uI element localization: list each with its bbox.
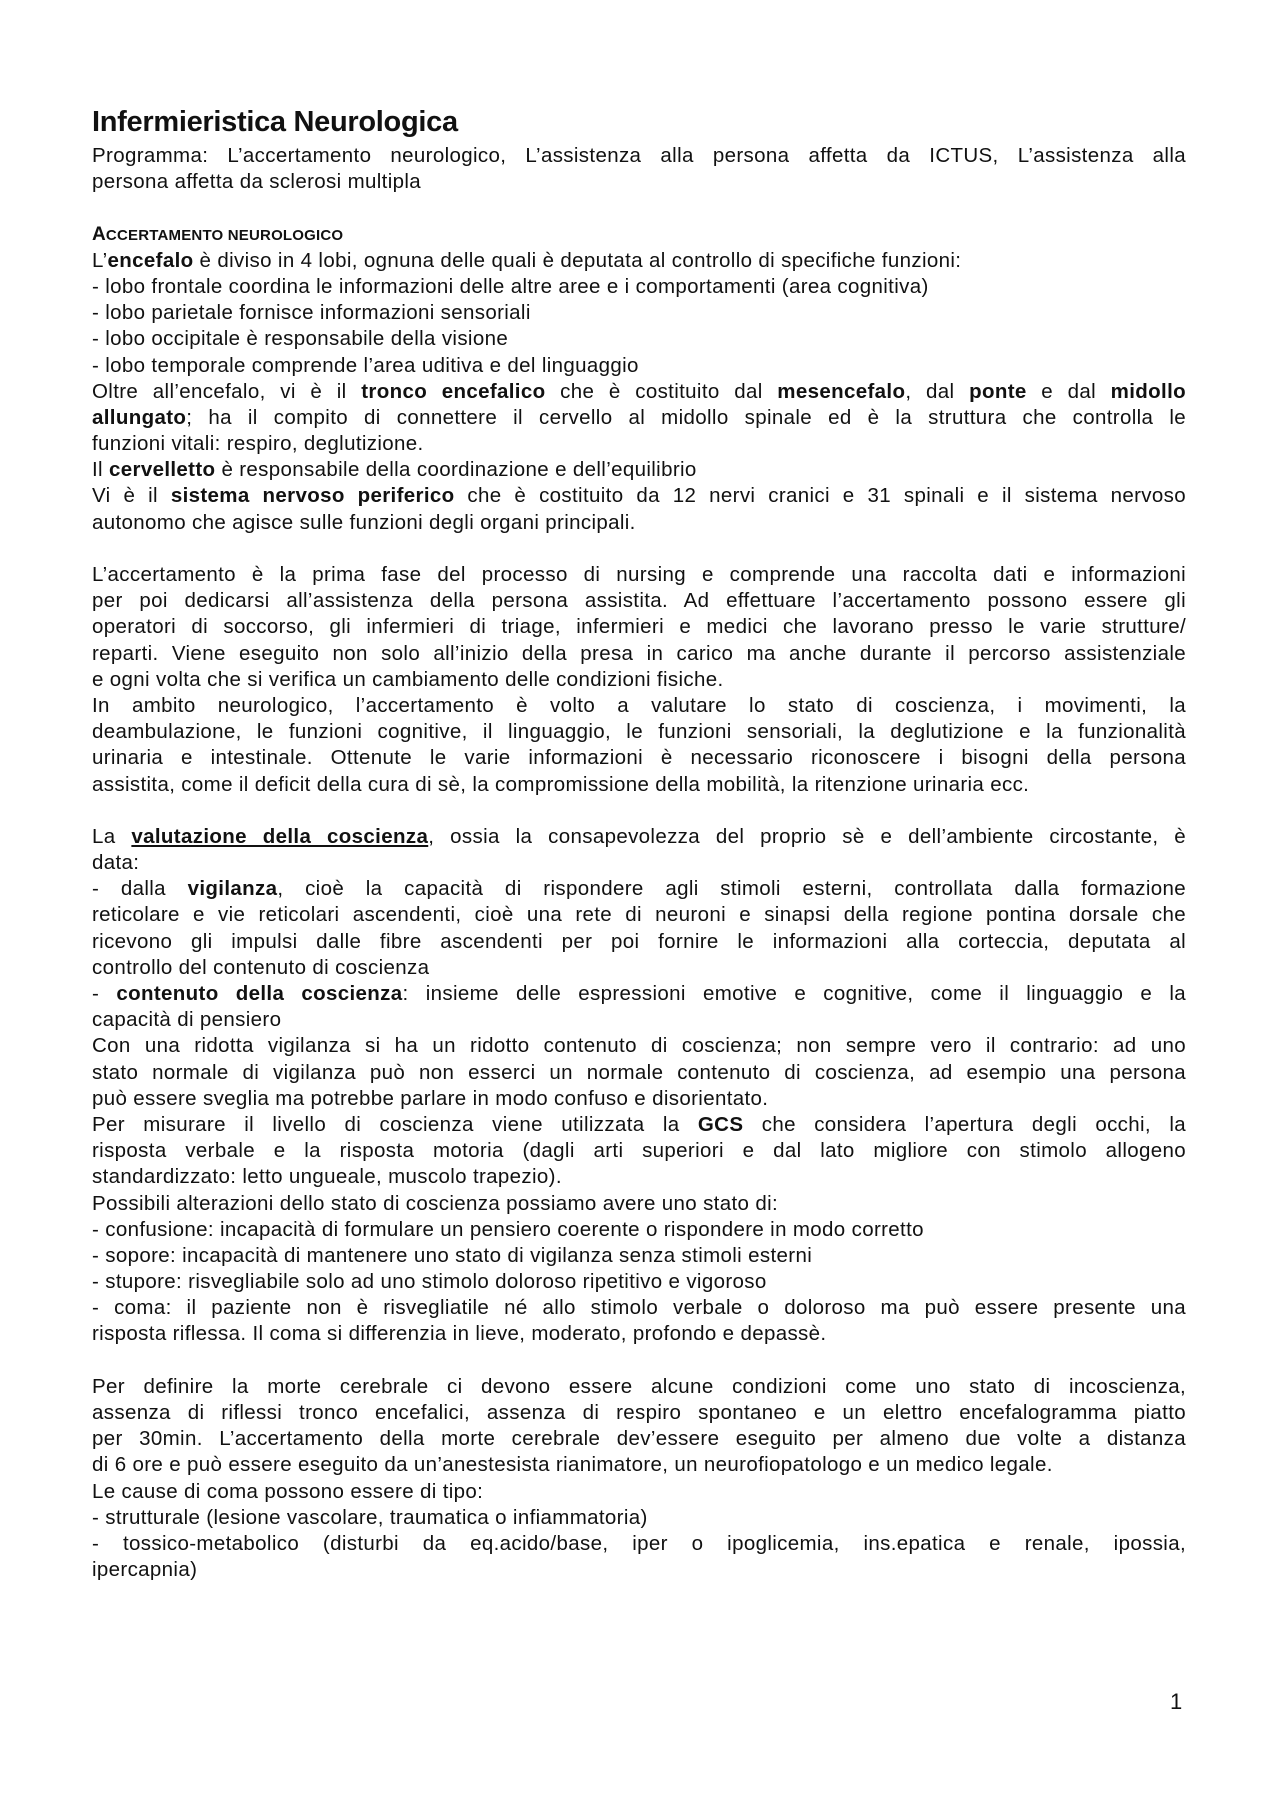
text-segment: La — [92, 824, 132, 848]
text-segment: e dal — [1026, 379, 1111, 403]
text-line — [92, 981, 1186, 1007]
text-line — [92, 143, 1186, 169]
text-line — [92, 1505, 1186, 1531]
text-line — [92, 1138, 1186, 1164]
text-segment: ricevono gli impulsi dalle fibre ascendenti per poi fornire le informazioni alla corteccia, deputata al — [92, 929, 1186, 953]
text-line — [92, 1217, 1186, 1243]
text-line — [92, 641, 1186, 667]
text-line — [92, 1112, 1186, 1138]
blank-line — [92, 1348, 1186, 1374]
text-segment: risposta riflessa. Il coma si differenzia in lieve, moderato, profondo e depassè. — [92, 1322, 827, 1346]
text-line — [92, 510, 1186, 536]
text-segment: per poi dedicarsi all’assistenza della persona assistita. Ad effettuare l’accertamento possono essere gli — [92, 589, 1186, 613]
text-segment: In ambito neurologico, l’accertamento è volto a valutare lo stato di coscienza, i movimenti, la — [92, 693, 1186, 717]
text-segment: autonomo che agisce sulle funzioni degli organi principali. — [92, 510, 636, 534]
text-segment: risposta verbale e la risposta motoria (dagli arti superiori e dal lato migliore con stimolo allogeno — [92, 1139, 1186, 1163]
text-line — [92, 353, 1186, 379]
text-segment: Per misurare il livello di coscienza viene utilizzata la — [92, 1112, 698, 1136]
text-segment: - lobo parietale fornisce informazioni sensoriali — [92, 301, 531, 325]
document-title: Infermieristica Neurologica — [92, 106, 458, 138]
text-segment: Programma: L’accertamento neurologico, L’assistenza alla persona affetta da ICTUS, L’assistenza alla — [92, 144, 1186, 167]
text-segment: - — [92, 982, 117, 1005]
text-line — [92, 274, 1186, 300]
text-line — [92, 929, 1186, 955]
text-line — [92, 1557, 1186, 1583]
document-body — [92, 143, 1186, 1583]
text-line — [92, 693, 1186, 719]
text-line — [92, 876, 1186, 902]
text-segment: - confusione: incapacità di formulare un pensiero coerente o rispondere in modo corretto — [92, 1217, 924, 1241]
bold-term: contenuto della coscienza — [116, 982, 403, 1005]
text-line — [92, 902, 1186, 928]
text-line — [92, 1400, 1186, 1426]
text-line — [92, 326, 1186, 352]
text-line — [92, 667, 1186, 693]
text-segment: - lobo frontale coordina le informazioni delle altre aree e i comportamenti (area cognitiva) — [92, 274, 929, 298]
bold-term: sistema nervoso periferico — [170, 484, 455, 508]
text-line — [92, 431, 1186, 457]
text-segment: reticolare e vie reticolari ascendenti, cioè una rete di neuroni e sinapsi della regione pontina dorsale che — [92, 903, 1186, 927]
text-line — [92, 588, 1186, 614]
text-segment: stato normale di vigilanza può non esserci un normale contenuto di coscienza, ad esempio una persona — [92, 1060, 1186, 1084]
text-segment: Le cause di coma possono essere di tipo: — [92, 1479, 484, 1503]
text-line — [92, 850, 1186, 876]
text-line — [92, 1295, 1186, 1321]
blank-line — [92, 195, 1186, 221]
text-line — [92, 1243, 1186, 1269]
text-line — [92, 379, 1186, 405]
section-heading-text: CCERTAMENTO NEUROLOGICO — [105, 226, 344, 244]
text-segment: assenza di riflessi tronco encefalici, assenza di respiro spontaneo e un elettro encefalogramma piatto — [92, 1401, 1186, 1424]
text-segment: Per definire la morte cerebrale ci devono essere alcune condizioni come uno stato di incoscienza, — [92, 1374, 1186, 1398]
bold-term: ponte — [969, 379, 1027, 403]
text-segment: è responsabile della coordinazione e dell’equilibrio — [215, 458, 697, 482]
blank-line — [92, 536, 1186, 562]
text-segment: e ogni volta che si verifica un cambiamento delle condizioni fisiche. — [92, 667, 724, 691]
text-segment: Possibili alterazioni dello stato di coscienza possiamo avere uno stato di: — [92, 1191, 779, 1215]
text-segment: , dal — [905, 379, 970, 403]
blank-line — [92, 798, 1186, 824]
text-line — [92, 1426, 1186, 1452]
text-line — [92, 1191, 1186, 1217]
text-segment: persona affetta da sclerosi multipla — [92, 170, 422, 194]
text-segment: Oltre all’encefalo, vi è il — [92, 379, 362, 403]
text-line — [92, 483, 1186, 509]
text-line — [92, 562, 1186, 588]
text-line — [92, 1007, 1186, 1033]
text-line — [92, 772, 1186, 798]
text-segment: è diviso in 4 lobi, ognuna delle quali è deputata al controllo di specifiche funzioni: — [193, 248, 962, 272]
text-line — [92, 248, 1186, 274]
text-line — [92, 955, 1186, 981]
text-segment: controllo del contenuto di coscienza — [92, 955, 430, 979]
text-segment: ; ha il compito di connettere il cervello al midollo spinale ed è la struttura che controlla le — [186, 405, 1186, 429]
bold-term: encefalo — [107, 248, 194, 272]
bold-term: vigilanza — [187, 877, 278, 901]
text-line — [92, 1321, 1186, 1347]
text-segment: L’accertamento è la prima fase del processo di nursing e comprende una raccolta dati e informazioni — [92, 563, 1186, 586]
text-segment: L’ — [92, 248, 108, 272]
text-segment: operatori di soccorso, gli infermieri di triage, infermieri e medici che lavorano presso le varie strutture/ — [92, 615, 1186, 639]
text-line — [92, 1164, 1186, 1190]
underlined-term: valutazione della coscienza — [131, 824, 429, 848]
text-segment: Con una ridotta vigilanza si ha un ridotto contenuto di coscienza; non sempre vero il contrario: ad uno — [92, 1034, 1186, 1058]
text-line — [92, 1033, 1186, 1059]
bold-term: allungato — [92, 405, 187, 429]
page-number: 1 — [1170, 1689, 1183, 1714]
text-segment: che è costituito da 12 nervi cranici e 31 spinali e il sistema nervoso — [454, 484, 1187, 508]
bold-term: mesencefalo — [777, 379, 906, 403]
text-segment: - coma: il paziente non è risvegliatile né allo stimolo verbale o doloroso ma può essere presente una — [92, 1296, 1186, 1320]
text-line — [92, 745, 1186, 771]
text-segment: Il — [92, 458, 109, 482]
text-segment: può essere sveglia ma potrebbe parlare in modo confuso e disorientato. — [92, 1086, 769, 1110]
text-segment: standardizzato: letto ungueale, muscolo trapezio). — [92, 1165, 562, 1189]
bold-term: GCS — [697, 1112, 744, 1136]
text-segment: deambulazione, le funzioni cognitive, il linguaggio, le funzioni sensoriali, la deglutizione e la funzionalità — [92, 720, 1186, 744]
text-segment: che considera l’apertura degli occhi, la — [743, 1112, 1186, 1136]
text-segment: , ossia la consapevolezza del proprio sè e dell’ambiente circostante, è — [428, 824, 1186, 848]
section-heading — [92, 222, 1186, 248]
text-segment: - stupore: risvegliabile solo ad uno stimolo doloroso ripetitivo e vigoroso — [92, 1270, 767, 1294]
text-segment: che è costituito dal — [545, 379, 778, 403]
text-segment: - sopore: incapacità di mantenere uno stato di vigilanza senza stimoli esterni — [92, 1243, 813, 1267]
text-segment: - strutturale (lesione vascolare, traumatica o infiammatoria) — [92, 1505, 648, 1529]
text-segment: , cioè la capacità di rispondere agli stimoli esterni, controllata dalla formazione — [277, 877, 1186, 901]
text-segment: per 30min. L’accertamento della morte cerebrale dev’essere eseguito per almeno due volte a distanza — [92, 1427, 1186, 1451]
text-line — [92, 1060, 1186, 1086]
text-segment: Vi è il — [92, 484, 171, 508]
text-segment: capacità di pensiero — [92, 1008, 282, 1032]
text-segment: - tossico-metabolico (disturbi da eq.acido/base, iper o ipoglicemia, ins.epatica e renale, ipossia, — [92, 1531, 1186, 1555]
text-line — [92, 300, 1186, 326]
text-segment: data: — [92, 851, 140, 875]
text-line — [92, 1269, 1186, 1295]
text-segment: - lobo occipitale è responsabile della visione — [92, 327, 509, 351]
text-segment: - dalla — [92, 877, 188, 901]
text-segment: - lobo temporale comprende l’area uditiva e del linguaggio — [92, 353, 639, 377]
text-line — [92, 719, 1186, 745]
text-segment: assistita, come il deficit della cura di sè, la compromissione della mobilità, la ritenzione urinaria ecc. — [92, 772, 1030, 796]
text-segment: di 6 ore e può essere eseguito da un’anestesista rianimatore, un neurofiopatologo e un medico legale. — [92, 1453, 1053, 1477]
bold-term: tronco encefalico — [361, 379, 546, 403]
text-segment: : insieme delle espressioni emotive e cognitive, come il linguaggio e la — [402, 982, 1186, 1005]
text-segment: urinaria e intestinale. Ottenute le varie informazioni è necessario riconoscere i bisogni della persona — [92, 746, 1186, 770]
bold-term: midollo — [1110, 379, 1187, 403]
text-line — [92, 1086, 1186, 1112]
text-line — [92, 1452, 1186, 1478]
text-segment: funzioni vitali: respiro, deglutizione. — [92, 432, 424, 456]
text-line — [92, 169, 1186, 195]
text-line — [92, 614, 1186, 640]
text-line — [92, 824, 1186, 850]
text-line — [92, 1374, 1186, 1400]
text-segment: reparti. Viene eseguito non solo all’inizio della presa in carico ma anche durante il percorso assistenziale — [92, 641, 1186, 665]
bold-term: cervelletto — [109, 458, 216, 482]
text-line — [92, 1479, 1186, 1505]
section-heading-initial: A — [92, 223, 106, 245]
text-line — [92, 1531, 1186, 1557]
text-segment: ipercapnia) — [92, 1558, 198, 1582]
text-line — [92, 405, 1186, 431]
text-line — [92, 457, 1186, 483]
